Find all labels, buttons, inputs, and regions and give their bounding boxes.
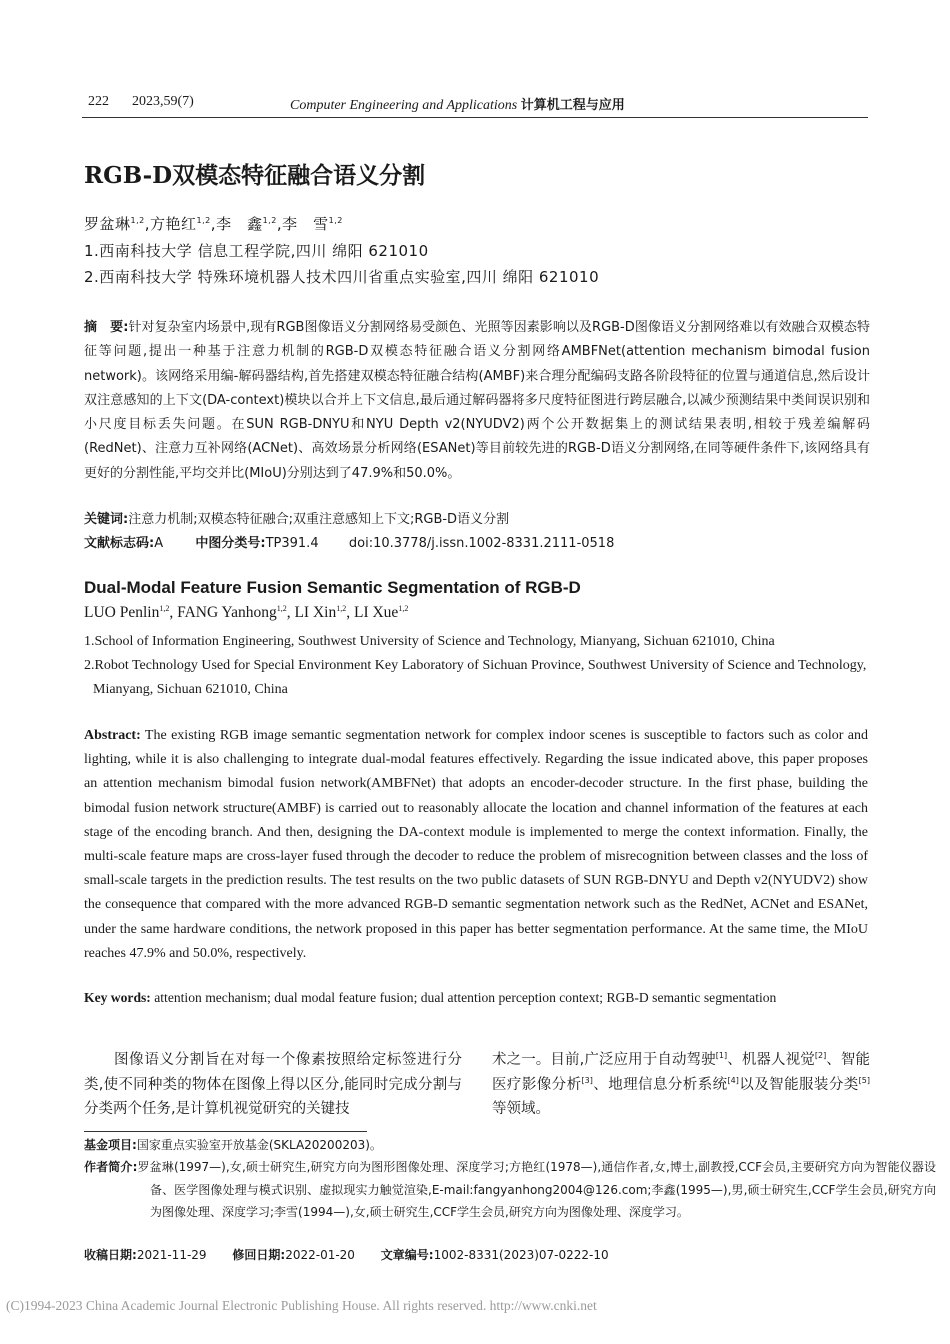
body-text: 、机器人视觉	[727, 1052, 815, 1068]
abstract-cn-label: 摘 要:	[84, 320, 129, 335]
affiliation-cn-1: 1.西南科技大学 信息工程学院,四川 绵阳 621010	[84, 242, 429, 260]
author-sup: 1,2	[159, 603, 170, 613]
abstract-cn	[84, 316, 870, 486]
author-name: 李 鑫	[216, 215, 263, 233]
dates-line	[84, 1246, 609, 1263]
body-text: 、地理信息分析系统	[592, 1076, 728, 1093]
abstract-en-label: Abstract:	[84, 728, 141, 743]
affiliation-en-1: 1.School of Information Engineering, Southwest University of Science and Technology, Mianyang, Sichuan 621010, China	[84, 634, 775, 649]
article-number-label: 文章编号:	[380, 1248, 434, 1262]
article-number: 1002-8331(2023)07-0222-10	[433, 1248, 609, 1262]
keywords-en	[84, 990, 870, 1006]
authors-cn: 罗盆琳$^{1,2}$,方艳红$^{1,2}$,李 鑫$^{1,2}$,李 雪$^{1,2}$	[84, 215, 343, 233]
paper-title-cn: RGB-D双模态特征融合语义分割	[84, 162, 426, 189]
author-name-en: LI Xue	[353, 604, 399, 621]
doc-code-label: 文献标志码:	[84, 536, 155, 551]
author-bio-label: 作者简介:	[84, 1160, 138, 1174]
doc-code: A	[154, 536, 164, 551]
journal-name-en: Computer Engineering and Applications	[290, 98, 518, 113]
citation-ref[interactable]: [1]	[715, 1051, 728, 1061]
author-name: 罗盆琳	[84, 215, 131, 233]
citation-ref[interactable]: [4]	[727, 1075, 739, 1085]
doi-value: 10.3778/j.issn.1002-8331.2111-0518	[373, 536, 615, 551]
body-text: 等领域。	[492, 1101, 550, 1117]
body-text: 术之一。目前,广泛应用于自动驾驶	[492, 1052, 716, 1068]
keywords-cn-label: 关键词:	[84, 512, 129, 527]
keywords-cn-text: 注意力机制;双模态特征融合;双重注意感知上下文;RGB-D语义分割	[128, 512, 510, 527]
revised-date: 2022-01-20	[285, 1248, 355, 1262]
author-name-en: FANG Yanhong	[177, 604, 277, 621]
clc-label: 中图分类号:	[195, 536, 266, 551]
author-sup: 1,2	[276, 603, 287, 613]
abstract-en-text: The existing RGB image semantic segmentation network for complex indoor scenes is susceptible to factors such as color and lighting, while it is also challenging to integrate dual-modal features effectively. Regarding the issue indicated above, this paper proposes an attention mechanism bimodal fusion network(AMBFNet) that adopts an encoder-decoder structure. In the first phase, building the bimodal fusion network structure(AMBF) is carried out to reasonably allocate the location and channel information of the features at each stage of the encoding branch. And then, designing the DA-context module is implemented to merge the context information. Finally, the multi-scale feature maps are cross-layer fused through the decoder to reduce the problem of misrecognition between classes and the loss of small-scale targets in the prediction results. The test results on the two public datasets of SUN RGB-DNYU and Depth v2(NYUDV2) show the consequence that compared with the more advanced RGB-D semantic segmentation network such as the RedNet, ACNet and ESANet, under the same hardware conditions, the network proposed in this paper has better segmentation performance. At the same time, the MIoU reaches 47.9% and 50.0%, respectively.	[84, 728, 868, 961]
author-name: 方艳红	[150, 215, 197, 233]
clc-code: TP391.4	[265, 536, 319, 551]
author-bio-text: 罗盆琳(1997—),女,硕士研究生,研究方向为图形图像处理、深度学习;方艳红(1978—),通信作者,女,博士,副教授,CCF会员,主要研究方向为智能仪器设备、医学图像处理与模式识别、虚拟现实力触觉渲染,E-mail:fangyanhong2004@126.com;李鑫(1995—),男,硕士研究生,CCF学生会员,研究方向为图像处理、深度学习;李雪(1994—),女,硕士研究生,CCF学生会员,研究方向为图像处理、深度学习。	[137, 1160, 936, 1219]
issue-info: 2023,59(7)	[132, 94, 194, 109]
header-rule	[82, 117, 868, 118]
author-sup: 1,2	[336, 603, 347, 613]
abstract-cn-text: 针对复杂室内场景中,现有RGB图像语义分割网络易受颜色、光照等因素影响以及RGB-D图像语义分割网络难以有效融合双模态特征等问题,提出一种基于注意力机制的RGB-D双模态特征融合语义分割网络AMBFNet(attention mechanism bimodal fusion network)。该网络采用编-解码器结构,首先搭建双模态特征融合结构(AMBF)来合理分配编码支路各阶段特征的位置与通道信息,然后设计双注意感知的上下文(DA-context)模块以合并上下文信息,最后通过解码器将多尺度特征图进行跨层融合,以减少预测结果中类间误识别和小尺度目标丢失问题。在SUN RGB-DNYU和NYU Depth v2(NYUDV2)两个公开数据集上的测试结果表明,相较于残差编解码(RedNet)、注意力互补网络(ACNet)、高效场景分析网络(ESANet)等目前较先进的RGB-D语义分割网络,在同等硬件条件下,该网络具有更好的分割性能,平均交并比(MIoU)分别达到了47.9%和50.0%。	[84, 320, 870, 481]
keywords-cn	[84, 508, 870, 527]
author-sup: 1,2	[130, 216, 145, 225]
author-sup: 1,2	[196, 216, 211, 225]
affiliation-cn-2: 2.西南科技大学 特殊环境机器人技术四川省重点实验室,四川 绵阳 621010	[84, 268, 600, 286]
author-name: 李 雪	[282, 215, 329, 233]
citation-ref[interactable]: [3]	[581, 1075, 593, 1085]
revised-label: 修回日期:	[232, 1248, 286, 1262]
author-bio	[84, 1156, 936, 1224]
author-name-en: LI Xin	[294, 604, 337, 621]
page-number: 222	[88, 94, 109, 109]
received-label: 收稿日期:	[84, 1248, 137, 1262]
running-header	[88, 94, 868, 113]
citation-ref[interactable]: [5]	[858, 1075, 871, 1085]
footnote-rule	[84, 1131, 367, 1132]
fund-label: 基金项目:	[84, 1138, 137, 1152]
affiliation-en-2: 2.Robot Technology Used for Special Environment Key Laboratory of Sichuan Province, Southwest University of Science and Technology, Mianyang, Sichuan 621010, China	[84, 658, 867, 697]
abstract-en	[84, 724, 868, 966]
author-sup: 1,2	[398, 603, 409, 613]
body-text: 以及智能服装分类	[738, 1076, 859, 1093]
received-date: 2021-11-29	[136, 1248, 207, 1262]
fund-text: 国家重点实验室开放基金(SKLA20200203)。	[136, 1138, 382, 1152]
body-column-right	[492, 1048, 870, 1122]
keywords-en-text: attention mechanism; dual modal feature fusion; dual attention perception context; RGB-D semantic segmentation	[150, 990, 777, 1005]
body-column-left: 图像语义分割旨在对每一个像素按照给定标签进行分类,使不同种类的物体在图像上得以区分,能同时完成分割与分类两个任务,是计算机视觉研究的关键技	[84, 1052, 462, 1117]
citation-ref[interactable]: [2]	[814, 1051, 827, 1061]
fund-note	[84, 1134, 870, 1157]
journal-name-cn: 计算机工程与应用	[520, 98, 625, 113]
journal-name	[290, 94, 625, 114]
body-text: 、智能医疗影像分析	[492, 1052, 871, 1093]
author-sup: 1,2	[262, 216, 277, 225]
keywords-en-label: Key words:	[84, 990, 151, 1005]
author-sup: 1,2	[328, 216, 343, 225]
doi-label: doi:	[348, 536, 374, 551]
copyright-notice: (C)1994-2023 China Academic Journal Electronic Publishing House. All rights reserved. http://www.cnki.net	[6, 1298, 597, 1313]
paper-title-en: Dual-Modal Feature Fusion Semantic Segmentation of RGB-D	[84, 578, 581, 597]
author-name-en: LUO Penlin	[84, 604, 160, 621]
classification-line	[84, 532, 870, 551]
authors-en: LUO Penlin$^{1,2}$, FANG Yanhong$^{1,2}$, LI Xin$^{1,2}$, LI Xue$^{1,2}$	[84, 603, 409, 621]
